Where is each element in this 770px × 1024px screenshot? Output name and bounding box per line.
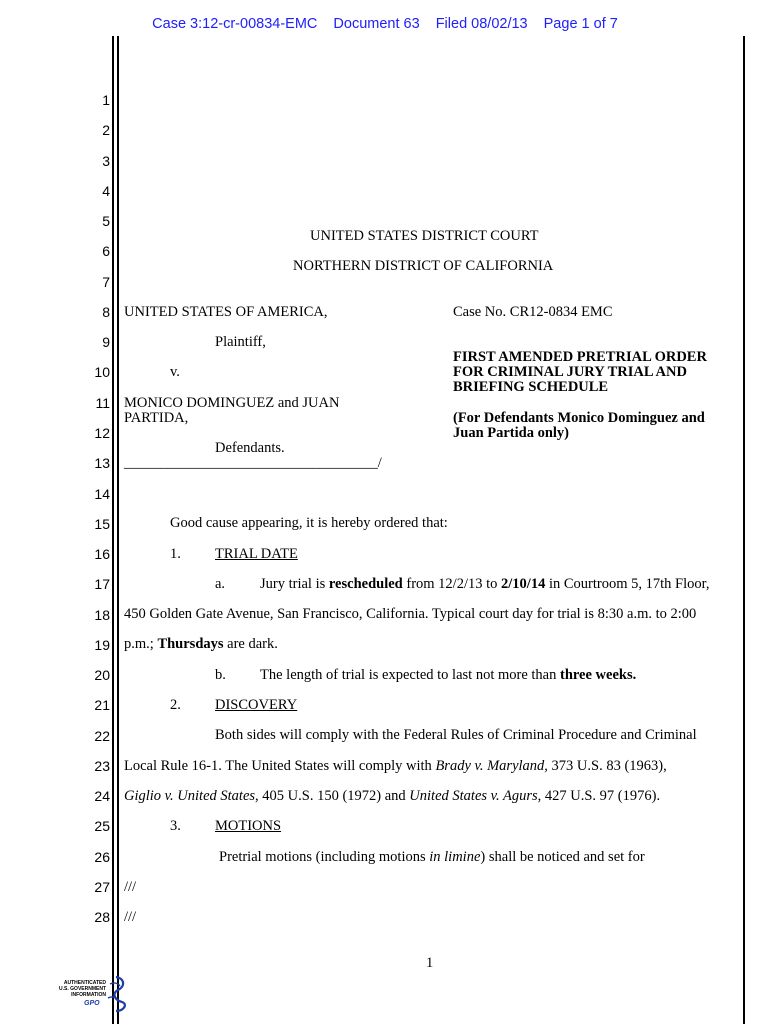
text-run: Pretrial motions (including motions bbox=[219, 849, 430, 865]
line-number: 13 bbox=[94, 455, 110, 471]
line-number: 5 bbox=[102, 213, 110, 229]
section-1b-letter: b. bbox=[215, 667, 226, 683]
line-number: 7 bbox=[102, 274, 110, 290]
line-number: 18 bbox=[94, 607, 110, 623]
line-number: 2 bbox=[102, 122, 110, 138]
seal-line: U.S. GOVERNMENT bbox=[59, 986, 106, 992]
right-margin-rule bbox=[743, 36, 745, 1024]
section-2-line3 bbox=[124, 788, 660, 804]
court-name: UNITED STATES DISTRICT COURT bbox=[310, 228, 539, 244]
gpo-authentication-seal bbox=[44, 974, 134, 1014]
continuation-slashes-1: /// bbox=[124, 879, 137, 895]
versus: v. bbox=[170, 364, 180, 380]
line-number: 25 bbox=[94, 818, 110, 834]
caption-rule-line: ___________________________________/ bbox=[124, 455, 382, 471]
text-run: , 405 U.S. 150 (1972) and bbox=[255, 788, 410, 804]
section-1b-line1 bbox=[260, 667, 636, 683]
left-margin-rule-inner bbox=[117, 36, 119, 1024]
case-citation-brady: Brady v. Maryland bbox=[435, 758, 545, 774]
line-number: 9 bbox=[102, 334, 110, 350]
section-2-number: 2. bbox=[170, 697, 181, 713]
plaintiff-name: UNITED STATES OF AMERICA, bbox=[124, 304, 328, 320]
text-run: are dark. bbox=[223, 636, 278, 652]
header-page: Page 1 of 7 bbox=[543, 16, 618, 32]
line-number: 11 bbox=[95, 395, 110, 411]
order-title-line1: FIRST AMENDED PRETRIAL ORDER bbox=[453, 349, 707, 365]
line-number: 22 bbox=[94, 728, 110, 744]
header-filed-date: Filed 08/02/13 bbox=[435, 16, 528, 32]
page-number: 1 bbox=[426, 955, 434, 971]
text-run: , 373 U.S. 83 (1963), bbox=[544, 758, 667, 774]
bold-three-weeks: three weeks. bbox=[559, 667, 637, 683]
case-citation-giglio: Giglio v. United States bbox=[124, 788, 256, 804]
filing-header bbox=[0, 16, 770, 32]
section-3-number: 3. bbox=[170, 818, 181, 834]
section-2-line1: Both sides will comply with the Federal Rules of Criminal Procedure and Criminal bbox=[215, 727, 697, 743]
line-number: 10 bbox=[94, 364, 110, 380]
bold-trial-date: 2/10/14 bbox=[501, 576, 546, 592]
line-number: 8 bbox=[102, 304, 110, 320]
order-title-line3: BRIEFING SCHEDULE bbox=[453, 379, 609, 395]
line-number: 15 bbox=[94, 516, 110, 532]
case-number: Case No. CR12-0834 EMC bbox=[453, 304, 613, 320]
header-document: Document 63 bbox=[333, 16, 420, 32]
line-number: 3 bbox=[102, 153, 110, 169]
seal-gpo-label: GPO bbox=[84, 1000, 100, 1007]
order-title-line2: FOR CRIMINAL JURY TRIAL AND bbox=[453, 364, 687, 380]
header-case-number: Case 3:12-cr-00834-EMC bbox=[152, 16, 318, 32]
defendant-names-line2: PARTIDA, bbox=[124, 410, 189, 426]
text-run: in Courtroom 5, 17th Floor, bbox=[545, 576, 710, 592]
seal-line: AUTHENTICATED bbox=[63, 980, 106, 986]
case-citation-agurs: United States v. Agurs bbox=[409, 788, 538, 804]
defendant-role: Defendants. bbox=[215, 440, 285, 456]
line-number: 23 bbox=[94, 758, 110, 774]
text-run: ) shall be noticed and set for bbox=[480, 849, 645, 865]
order-subtitle-line1: (For Defendants Monico Dominguez and bbox=[453, 410, 705, 426]
line-number: 20 bbox=[94, 667, 110, 683]
left-margin-rule bbox=[112, 36, 114, 1024]
intro-paragraph: Good cause appearing, it is hereby ordered that: bbox=[170, 515, 448, 531]
line-number: 21 bbox=[94, 697, 110, 713]
order-subtitle-line2: Juan Partida only) bbox=[453, 425, 570, 441]
line-number: 6 bbox=[102, 243, 110, 259]
section-1-title: TRIAL DATE bbox=[215, 546, 298, 562]
section-3-line1 bbox=[219, 849, 645, 865]
text-run: Local Rule 16-1. The United States will comply with bbox=[124, 758, 436, 774]
line-number: 14 bbox=[94, 486, 110, 502]
court-district: NORTHERN DISTRICT OF CALIFORNIA bbox=[293, 258, 554, 274]
section-2-line2 bbox=[124, 758, 667, 774]
seal-line: INFORMATION bbox=[71, 992, 106, 998]
italic-in-limine: in limine bbox=[429, 849, 481, 865]
bold-thursdays: Thursdays bbox=[157, 636, 224, 652]
text-run: , 427 U.S. 97 (1976). bbox=[537, 788, 661, 804]
line-number: 26 bbox=[94, 849, 110, 865]
section-1-number: 1. bbox=[170, 546, 181, 562]
section-1a-letter: a. bbox=[215, 576, 226, 592]
line-number: 17 bbox=[94, 576, 110, 592]
seal-text bbox=[44, 980, 106, 998]
line-number: 4 bbox=[102, 183, 110, 199]
section-2-title: DISCOVERY bbox=[215, 697, 298, 713]
eagle-seal-icon bbox=[102, 974, 132, 1014]
text-run: The length of trial is expected to last not more than bbox=[260, 667, 560, 683]
section-1a-line3 bbox=[124, 636, 278, 652]
line-number: 28 bbox=[94, 909, 110, 925]
line-number: 16 bbox=[94, 546, 110, 562]
line-number: 24 bbox=[94, 788, 110, 804]
line-number: 27 bbox=[94, 879, 110, 895]
bold-rescheduled: rescheduled bbox=[328, 576, 403, 592]
section-1a-line2: 450 Golden Gate Avenue, San Francisco, California. Typical court day for trial is 8:30 a.m. to 2:00 bbox=[124, 606, 697, 622]
plaintiff-role: Plaintiff, bbox=[215, 334, 266, 350]
text-run: p.m.; bbox=[124, 636, 158, 652]
text-run: Jury trial is bbox=[260, 576, 329, 592]
text-run: from 12/2/13 to bbox=[402, 576, 502, 592]
line-number: 19 bbox=[94, 637, 110, 653]
section-1a-line1 bbox=[260, 576, 710, 592]
defendant-names-line1: MONICO DOMINGUEZ and JUAN bbox=[124, 395, 340, 411]
line-number: 1 bbox=[102, 92, 110, 108]
line-number: 12 bbox=[94, 425, 110, 441]
continuation-slashes-2: /// bbox=[124, 909, 137, 925]
section-3-title: MOTIONS bbox=[215, 818, 282, 834]
